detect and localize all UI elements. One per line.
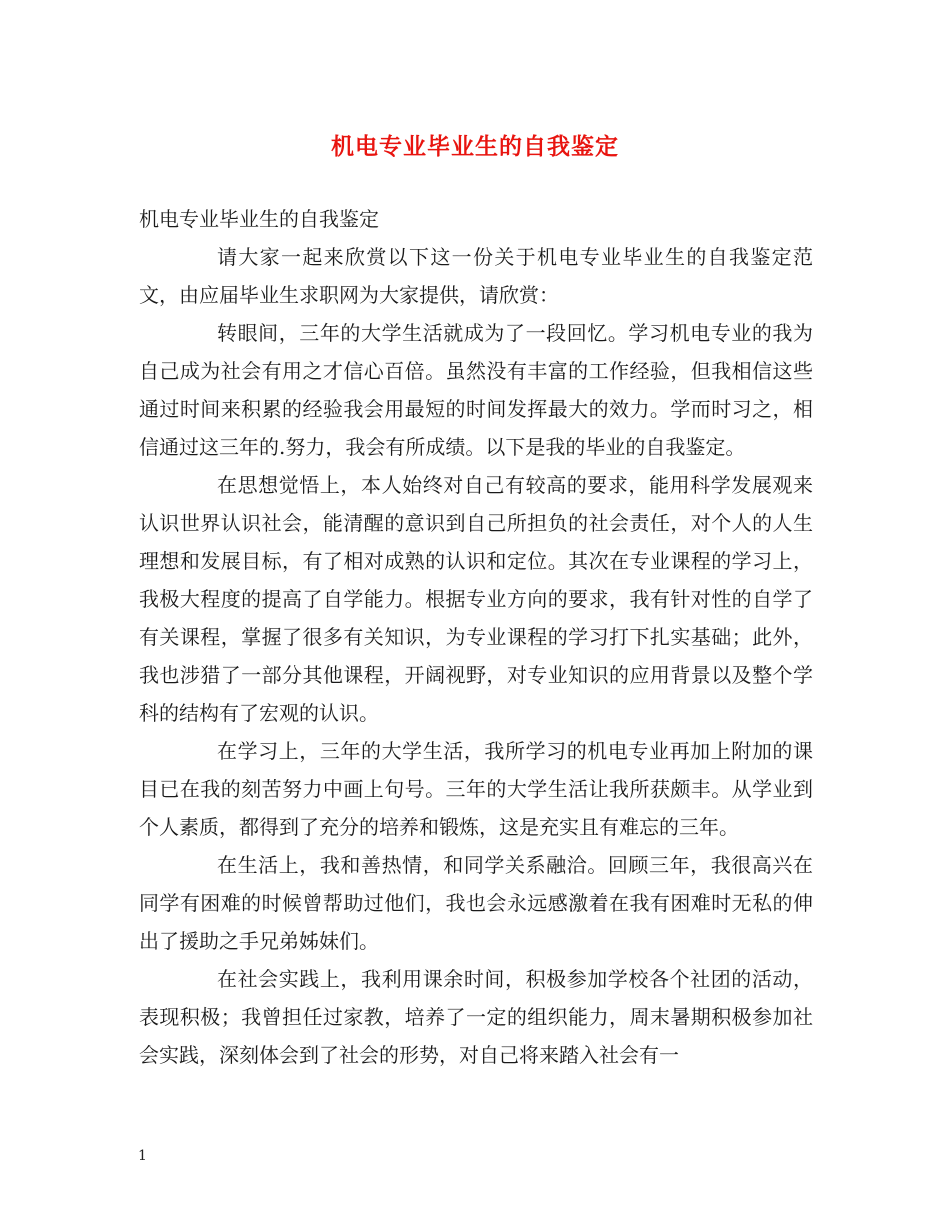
page-number: 1 bbox=[138, 1148, 147, 1164]
paragraph-ideology: 在思想觉悟上，本人始终对自己有较高的要求，能用科学发展观来认识世界认识社会，能清醒的意识到自己所担负的社会责任，对个人的人生理想和发展目标，有了相对成熟的认识和定位。其次在专业课程的学习上，我极大程度的提高了自学能力。根据专业方向的要求，我有针对性的自学了有关课程，掌握了很多有关知识，为专业课程的学习打下扎实基础；此外，我也涉猎了一部分其他课程，开阔视野，对专业知识的应用背景以及整个学科的结构有了宏观的认识。 bbox=[139, 473, 813, 725]
paragraph-intro: 请大家一起来欣赏以下这一份关于机电专业毕业生的自我鉴定范文，由应届毕业生求职网为大家提供，请欣赏： bbox=[139, 245, 813, 307]
paragraph-overview: 转眼间，三年的大学生活就成为了一段回忆。学习机电专业的我为自己成为社会有用之才信心百倍。虽然没有丰富的工作经验，但我相信这些通过时间来积累的经验我会用最短的时间发挥最大的效力。学而时习之，相信通过这三年的.努力，我会有所成绩。以下是我的毕业的自我鉴定。 bbox=[139, 321, 813, 459]
paragraph-study: 在学习上，三年的大学生活，我所学习的机电专业再加上附加的课目已在我的刻苦努力中画上句号。三年的大学生活让我所获颇丰。从学业到个人素质，都得到了充分的培养和锻炼，这是充实且有难忘的三年。 bbox=[139, 739, 813, 839]
document-title: 机电专业毕业生的自我鉴定 bbox=[331, 133, 619, 160]
paragraph-practice: 在社会实践上，我利用课余时间，积极参加学校各个社团的活动，表现积极；我曾担任过家教，培养了一定的组织能力，周末暑期积极参加社会实践，深刻体会到了社会的形势，对自己将来踏入社会有一 bbox=[139, 967, 813, 1067]
document-subtitle: 机电专业毕业生的自我鉴定 bbox=[139, 207, 379, 231]
paragraph-life: 在生活上，我和善热情，和同学关系融洽。回顾三年，我很高兴在同学有困难的时候曾帮助过他们，我也会永远感激着在我有困难时无私的伸出了援助之手兄弟姊妹们。 bbox=[139, 853, 813, 953]
document-body bbox=[139, 200, 813, 1074]
